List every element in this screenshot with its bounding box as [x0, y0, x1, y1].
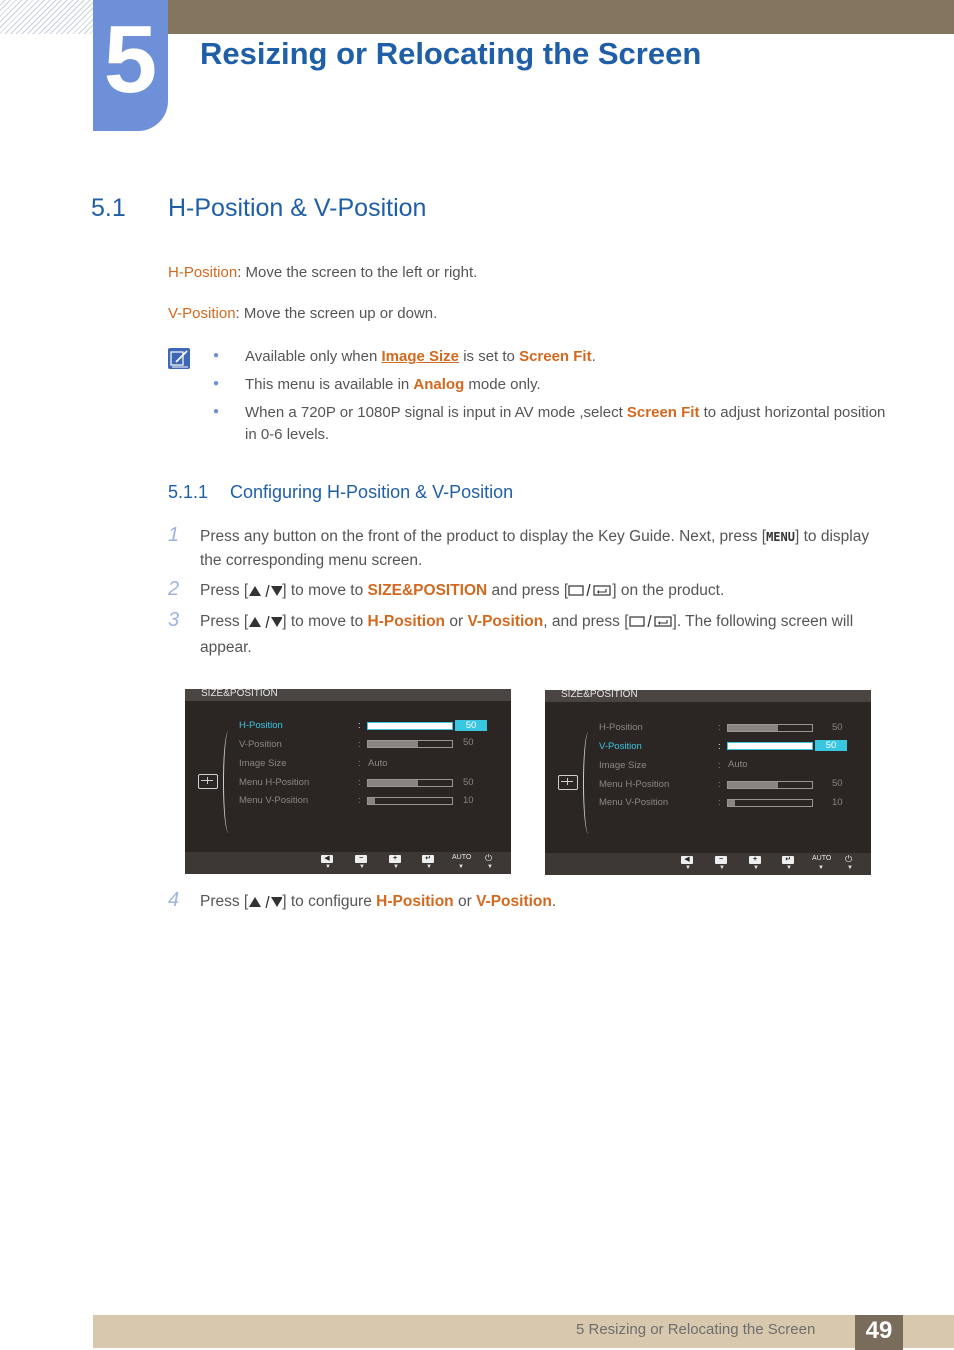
chapter-number-box	[93, 0, 168, 131]
osd-value-menu-h-position: 50	[463, 777, 474, 788]
section-number: 5.1	[91, 194, 126, 222]
step-3-text	[200, 610, 890, 660]
osd-size-position-icon	[198, 774, 218, 789]
highlight-h-position: H-Position	[376, 893, 454, 910]
osd-header-title: SIZE&POSITION	[201, 688, 278, 699]
osd-label-h-position: H-Position	[599, 722, 643, 733]
step-text: Press [	[200, 582, 249, 599]
step-text: , and press [	[543, 613, 629, 630]
note-text: mode only.	[464, 376, 541, 393]
osd-auto-label: AUTO	[452, 854, 472, 861]
osd-screen-h-position	[185, 689, 511, 874]
highlight-v-position: V-Position	[467, 613, 544, 630]
osd-header	[545, 690, 871, 702]
highlight-size-position: SIZE&POSITION	[367, 582, 488, 599]
note-text: Available only when	[245, 348, 382, 365]
step-text: or	[445, 613, 468, 630]
note-text: When a 720P or 1080P signal is input in AV mode ,select	[245, 404, 627, 421]
subsection-title: Configuring H-Position & V-Position	[230, 482, 514, 502]
osd-colon: :	[718, 779, 721, 790]
osd-value-v-position: 50	[815, 740, 847, 751]
osd-minus-button-icon: −	[715, 856, 727, 864]
osd-label-h-position: H-Position	[239, 720, 283, 731]
osd-colon: :	[358, 720, 361, 731]
osd-slider-menu-h-position	[727, 781, 813, 789]
osd-label-menu-h-position: Menu H-Position	[239, 777, 310, 788]
osd-colon: :	[358, 777, 361, 788]
osd-colon: :	[718, 797, 721, 808]
osd-value-menu-v-position: 10	[832, 797, 843, 808]
osd-enter-button-icon: ↵	[782, 856, 794, 864]
osd-down-arrow-icon: ▼	[359, 864, 365, 870]
step-text: or	[453, 893, 477, 910]
step-2-text	[200, 579, 890, 605]
step-number: 3	[168, 609, 180, 631]
osd-down-arrow-icon: ▼	[487, 864, 493, 870]
osd-colon: :	[718, 741, 721, 752]
osd-down-arrow-icon: ▼	[786, 865, 792, 871]
image-size-link[interactable]: Image Size	[381, 348, 460, 365]
header-hatch-pattern	[0, 0, 93, 34]
osd-down-arrow-icon: ▼	[818, 865, 824, 871]
highlight-screen-fit: Screen Fit	[626, 404, 700, 421]
osd-slider-v-position	[367, 740, 453, 748]
term-h-position: H-Position	[168, 264, 238, 281]
osd-slider-h-position	[367, 722, 453, 730]
section-title: H-Position & V-Position	[168, 194, 427, 222]
osd-value-image-size: Auto	[368, 758, 388, 769]
osd-value-h-position: 50	[832, 722, 843, 733]
osd-down-arrow-icon: ▼	[393, 864, 399, 870]
note-text: This menu is available in	[245, 376, 414, 393]
osd-colon: :	[718, 760, 721, 771]
osd-down-arrow-icon: ▼	[685, 865, 691, 871]
osd-slider-h-position	[727, 724, 813, 732]
note-text: is set to	[459, 348, 520, 365]
osd-down-arrow-icon: ▼	[458, 864, 464, 870]
step-text: ] to move to	[282, 613, 368, 630]
osd-label-menu-v-position: Menu V-Position	[599, 797, 669, 808]
step-text: Press [	[200, 893, 249, 910]
up-down-arrow-icon	[248, 581, 282, 605]
definition-v-position	[168, 305, 437, 322]
osd-label-v-position: V-Position	[239, 739, 282, 750]
note-text: .	[591, 348, 596, 365]
definition-text: : Move the screen up or down.	[235, 305, 438, 322]
enter-source-icon	[568, 581, 612, 605]
bullet-dot-icon: ●	[213, 378, 220, 389]
step-text: ]. The following screen will appear.	[200, 613, 854, 656]
footer-bar	[93, 1315, 954, 1348]
header-bar	[168, 0, 954, 34]
osd-colon: :	[358, 758, 361, 769]
chapter-title: Resizing or Relocating the Screen	[200, 36, 702, 71]
osd-left-button-icon: ◀	[681, 856, 693, 864]
osd-down-arrow-icon: ▼	[753, 865, 759, 871]
osd-down-arrow-icon: ▼	[325, 864, 331, 870]
highlight-screen-fit: Screen Fit	[519, 348, 592, 365]
bullet-dot-icon: ●	[213, 406, 220, 417]
osd-power-icon: ⏻	[845, 854, 853, 864]
step-text: .	[551, 893, 557, 910]
note-pencil-icon	[168, 348, 190, 369]
step-text: Press [	[200, 613, 249, 630]
bullet-dot-icon: ●	[213, 350, 220, 361]
osd-down-arrow-icon: ▼	[847, 865, 853, 871]
menu-key: MENU	[766, 530, 795, 544]
step-text: Press any button on the front of the product to display the Key Guide. Next, press [	[200, 528, 767, 545]
osd-down-arrow-icon: ▼	[719, 865, 725, 871]
enter-source-icon	[629, 612, 673, 636]
step-text: ] to configure	[282, 893, 377, 910]
highlight-analog: Analog	[413, 376, 465, 393]
step-number: 4	[168, 889, 180, 911]
osd-label-image-size: Image Size	[239, 758, 287, 769]
osd-slider-menu-v-position	[367, 797, 453, 805]
step-text: ] to move to	[282, 582, 368, 599]
osd-colon: :	[718, 722, 721, 733]
osd-colon: :	[358, 795, 361, 806]
subsection-number: 5.1.1	[168, 482, 209, 502]
osd-screen-v-position	[545, 690, 871, 875]
osd-plus-button-icon: +	[389, 855, 401, 863]
up-down-arrow-icon	[248, 892, 282, 916]
osd-label-menu-h-position: Menu H-Position	[599, 779, 670, 790]
osd-minus-button-icon: −	[355, 855, 367, 863]
page-number: 49	[865, 1317, 893, 1344]
step-text: ] to display the corresponding menu screen.	[200, 528, 870, 569]
osd-label-v-position: V-Position	[599, 741, 642, 752]
step-1-text	[200, 525, 890, 573]
osd-power-icon: ⏻	[485, 853, 493, 863]
step-text: and press [	[487, 582, 569, 599]
definition-h-position	[168, 264, 477, 281]
osd-left-button-icon: ◀	[321, 855, 333, 863]
step-4-text	[200, 890, 890, 916]
osd-enter-button-icon: ↵	[422, 855, 434, 863]
page-number-box	[855, 1315, 903, 1350]
osd-colon: :	[358, 739, 361, 750]
definition-text: : Move the screen to the left or right.	[237, 264, 478, 281]
osd-header	[185, 689, 511, 701]
osd-value-image-size: Auto	[728, 759, 748, 770]
osd-label-image-size: Image Size	[599, 760, 647, 771]
chapter-number: 5	[103, 6, 158, 113]
step-text: ] on the product.	[612, 582, 725, 599]
osd-label-menu-v-position: Menu V-Position	[239, 795, 309, 806]
term-v-position: V-Position	[168, 305, 236, 322]
footer-chapter-text: 5 Resizing or Relocating the Screen	[576, 1321, 816, 1338]
osd-auto-label: AUTO	[812, 855, 832, 862]
highlight-h-position: H-Position	[367, 613, 446, 630]
osd-header-title: SIZE&POSITION	[561, 689, 638, 700]
osd-value-v-position: 50	[463, 737, 474, 748]
note-text: to adjust horizontal position in 0-6 levels.	[245, 404, 886, 443]
step-number: 2	[168, 578, 180, 600]
step-number: 1	[168, 524, 180, 546]
highlight-v-position: V-Position	[476, 893, 552, 910]
osd-curve	[223, 731, 234, 833]
osd-size-position-icon	[558, 775, 578, 790]
osd-slider-menu-h-position	[367, 779, 453, 787]
osd-slider-v-position	[727, 742, 813, 750]
osd-value-menu-h-position: 50	[832, 778, 843, 789]
osd-curve	[583, 732, 594, 834]
osd-down-arrow-icon: ▼	[426, 864, 432, 870]
osd-plus-button-icon: +	[749, 856, 761, 864]
osd-value-menu-v-position: 10	[463, 795, 474, 806]
osd-slider-menu-v-position	[727, 799, 813, 807]
osd-value-h-position: 50	[455, 720, 487, 731]
up-down-arrow-icon	[248, 612, 282, 636]
